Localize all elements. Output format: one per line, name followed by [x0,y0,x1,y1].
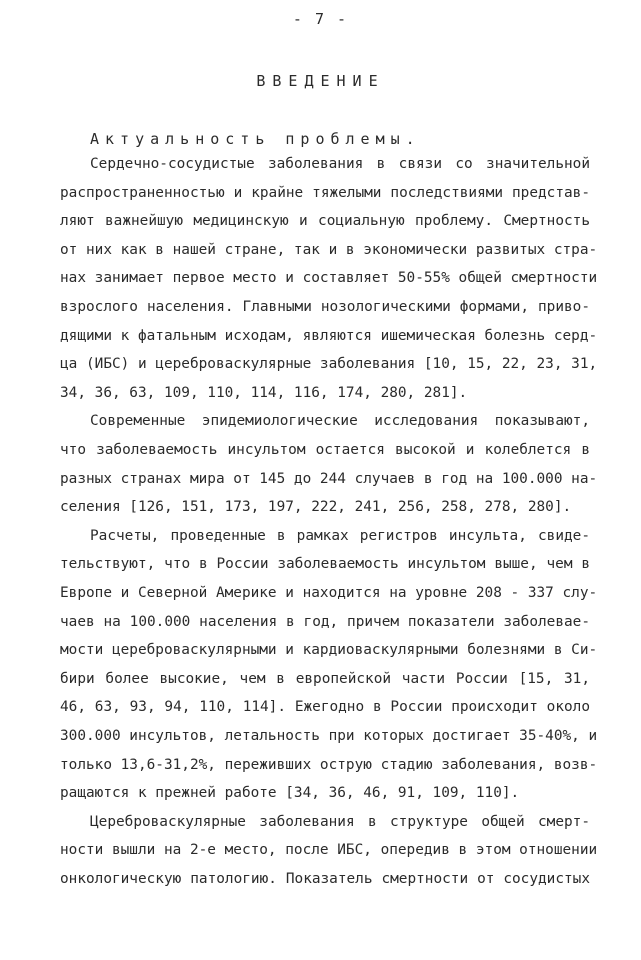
text-line: тельствуют, что в России заболеваемость инсультом выше, чем в [60,556,590,573]
page-number: - 7 - [292,10,349,28]
text-line: от них как в нашей стране, так и в экономически развитых стра- [60,241,598,258]
text-line: ращаются к прежней работе [34, 36, 46, 91, 109, 110]. [60,785,520,802]
text-line: 300.000 инсультов, летальность при которых достигает 35-40%, и [60,728,598,744]
text-line: бири более высокие, чем в европейской части России [15, 31, [60,670,590,687]
subsection-heading: Актуальность проблемы. [90,130,421,148]
text-line: распространенностью и крайне тяжелыми последствиями представ- [60,184,590,201]
text-line: ца (ИБС) и цереброваскулярные заболевания [10, 15, 22, 23, 31, [60,356,598,373]
text-line: 34, 36, 63, 109, 110, 114, 116, 174, 280, 281]. [60,384,468,401]
text-line: онкологическую патологию. Показатель смертности от сосудистых [60,871,590,887]
text-line: взрослого населения. Главными нозологическими формами, приво- [60,299,590,315]
text-line: чаев на 100.000 населения в год, причем показатели заболевае- [60,613,590,630]
text-line: дящими к фатальным исходам, являются ишемическая болезнь серд- [60,327,598,344]
text-line: разных странах мира от 145 до 244 случаев в год на 100.000 на- [60,470,598,487]
text-line: Расчеты, проведенные в рамках регистров инсульта, свиде- [90,527,590,544]
text-line: Сердечно-сосудистые заболевания в связи со значительной [90,156,590,172]
text-line: ности вышли на 2-е место, после ИБС, опередив в этом отношении [60,842,598,859]
text-line: только 13,6-31,2%, переживших острую стадию заболевания, возв- [60,756,598,773]
text-line: Цереброваскулярные заболевания в структуре общей смерт- [90,813,590,830]
text-line: Европе и Северной Америке и находится на уровне 208 - 337 слу- [60,585,598,601]
text-line: что заболеваемость инсультом остается высокой и колеблется в [60,442,590,458]
text-line: мости цереброваскулярными и кардиоваскулярными болезнями в Си- [60,642,598,659]
text-line: ляют важнейшую медицинскую и социальную проблему. Смертность [60,213,590,230]
text-line: селения [126, 151, 173, 197, 222, 241, 256, 258, 278, 280]. [60,499,572,516]
text-line: 46, 63, 93, 94, 110, 114]. Ежегодно в России происходит около [60,699,590,716]
text-line: Современные эпидемиологические исследования показывают, [90,413,590,430]
text-line: нах занимает первое место и составляет 50-55% общей смертности [60,270,598,287]
section-heading: ВВЕДЕНИЕ [256,72,385,90]
